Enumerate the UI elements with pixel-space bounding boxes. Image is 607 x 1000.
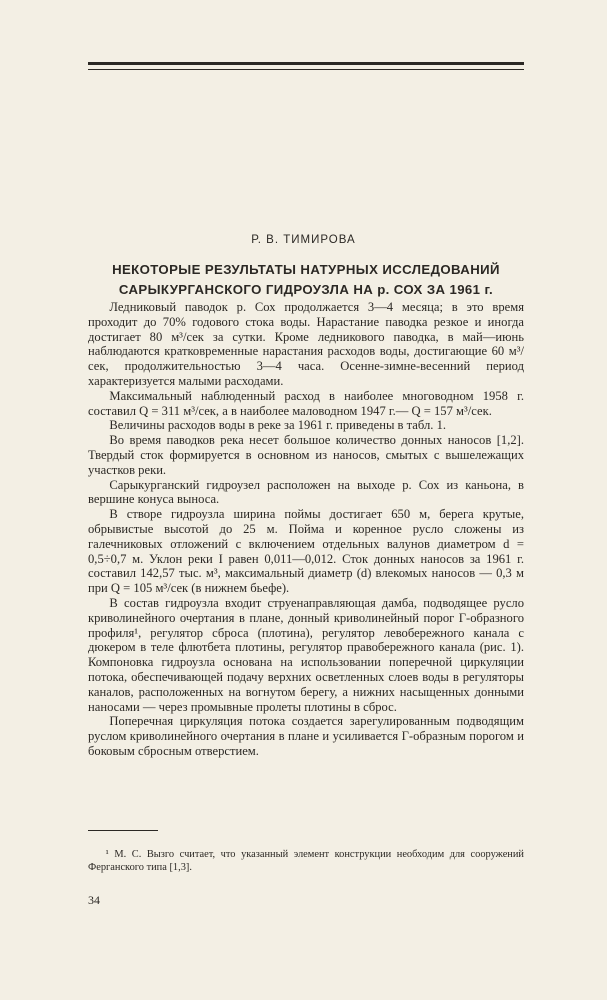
footnote-separator [88,830,158,831]
paragraph: Во время паводков река несет большое количество донных наносов [1,2]. Твердый сток формируется в основном из наносов, смытых с вышележащих участков реки. [88,433,524,477]
header-rule-thin [88,69,524,70]
author-name: Р. В. ТИМИРОВА [251,234,356,246]
paragraph: Сарыкурганский гидроузел расположен на выходе р. Сох из каньона, в вершине конуса выноса. [88,477,524,507]
paragraph: Максимальный наблюденный расход в наиболее многоводном 1958 г. составил Q = 311 м³/сек, а в наиболее маловодном 1947 г.— Q = 157 м³/сек. [88,388,524,418]
paragraph: Величины расходов воды в реке за 1961 г. приведены в табл. 1. [109,418,447,433]
page-number: 34 [88,893,100,907]
article-title: НЕКОТОРЫЕ РЕЗУЛЬТАТЫ НАТУРНЫХ ИССЛЕДОВАНИЙ САРЫКУРГАНСКОГО ГИДРОУЗЛА НА р. СОХ ЗА 1961 г. [112,262,500,297]
footnote: ¹ М. С. Вызго считает, что указанный элемент конструкции необходим для сооружений Ферганского типа [1,3]. [88,849,524,873]
paragraph: Поперечная циркуляция потока создается зарегулированным подводящим руслом криволинейного очертания в плане и усиливается Г-образным порогом и боковым сбросным отверстием. [88,714,524,758]
paragraph: В состав гидроузла входит струенаправляющая дамба, подводящее русло криволинейного очертания в плане, донный криволинейный порог Г-образного профиля¹, регулятор сброса (плотина), регулятор левобережного канала с дюкером в теле флютбета плотины, регулятор правобережного канала (рис. 1). Компоновка гидроузла основана на использовании поперечной циркуляции потока, обеспечивающей подачу верхних осветленных слоев воды в регуляторы каналов, расположенных на вогнутом берегу, а нижних насыщенных донными наносами — через промывные пролеты плотины в сброс. [88,595,524,714]
header-rule-thick [88,62,524,65]
paragraph: Ледниковый паводок р. Сох продолжается 3—4 месяца; в это время проходит до 70% годового стока воды. Нарастание паводка резкое и иногда достигает 80 м³/сек за сутки. Кроме ледникового паводка, в май—июнь наблюдаются кратковременные нарастания расходов воды, достигающие 60 м³/сек, продолжительностью 3—4 часа. Осенне-зимне-весенний период характеризуется малыми расходами. [88,300,524,388]
paragraph: В створе гидроузла ширина поймы достигает 650 м, берега крутые, обрывистые высотой до 25 м. Пойма и коренное русло сложены из галечниковых отложений с включением отдельных валунов диаметром d = 0,5÷0,7 м. Уклон реки I равен 0,011—0,012. Сток донных наносов за 1961 г. составил 142,57 тыс. м³, максимальный диаметр (d) влекомых наносов — 0,3 м при Q = 105 м³/сек (в нижнем бьефе). [88,507,524,596]
article-body [88,300,524,759]
